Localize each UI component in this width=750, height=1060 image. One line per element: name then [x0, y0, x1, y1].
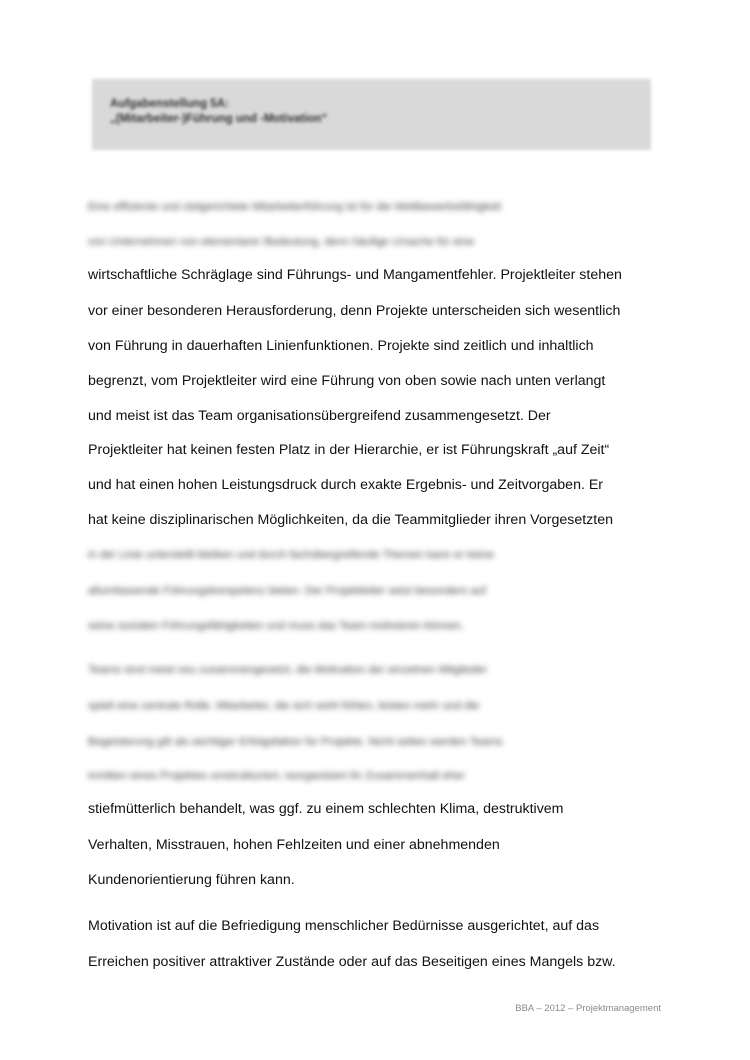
text-line: und hat einen hohen Leistungsdruck durch exakte Ergebnis- und Zeitvorgaben. Er	[88, 477, 604, 493]
text-line: Motivation ist auf die Befriedigung menschlicher Bedürnisse ausgerichtet, auf das	[88, 918, 600, 934]
text-line: von Führung in dauerhaften Linienfunktionen. Projekte sind zeitlich und inhaltlich	[88, 338, 594, 354]
text-line: Eine effiziente und zielgerichtete Mitarbeiterführung ist für die Wettbewerbsfähigkeit	[88, 201, 502, 213]
text-line: hat keine disziplinarischen Möglichkeiten, da die Teammitglieder ihren Vorgesetzten	[88, 512, 613, 528]
text-line: und meist ist das Team organisationsübergreifend zusammengesetzt. Der	[88, 408, 551, 424]
assignment-heading-box	[92, 79, 651, 150]
heading-line-1: Aufgabenstellung 5A:	[110, 98, 229, 110]
text-line: Teams sind meist neu zusammengesetzt, die Motivation der einzelnen Mitglieder	[88, 664, 488, 676]
text-line: begrenzt, vom Projektleiter wird eine Führung von oben sowie nach unten verlangt	[88, 373, 606, 389]
text-line: Projektleiter hat keinen festen Platz in der Hierarchie, er ist Führungskraft „auf Zeit“	[88, 442, 610, 458]
page-footer: BBA – 2012 – Projektmanagement	[515, 1003, 661, 1014]
text-line: stiefmütterlich behandelt, was ggf. zu einem schlechten Klima, destruktivem	[88, 801, 564, 817]
text-line: seine sozialen Führungsfähigkeiten und muss das Team motivieren können.	[88, 620, 465, 632]
assignment-heading	[110, 97, 327, 127]
text-line: in der Linie unterstellt bleiben und durch fachübergreifende Themen kann er keine	[88, 549, 494, 561]
text-line: spielt eine zentrale Rolle. Mitarbeiter, die sich wohl fühlen, leisten mehr und die	[88, 700, 480, 712]
text-line: wirtschaftliche Schräglage sind Führungs- und Mangamentfehler. Projektleiter stehen	[88, 267, 622, 283]
text-line: von Unternehmen von elementarer Bedeutung, denn häufige Ursache für eine	[88, 236, 475, 248]
text-line: Erreichen positiver attraktiver Zustände oder auf das Beseitigen eines Mangels bzw.	[88, 954, 616, 970]
text-line: Verhalten, Misstrauen, hohen Fehlzeiten und einer abnehmenden	[88, 837, 500, 853]
heading-line-2: „(Mitarbeiter-)Führung und -Motivation“	[110, 113, 328, 125]
text-line: vor einer besonderen Herausforderung, denn Projekte unterscheiden sich wesentlich	[88, 303, 621, 319]
text-line: Begeisterung gilt als wichtiger Erfolgsfaktor für Projekte. Nicht selten werden Teams	[88, 736, 503, 748]
text-line: inmitten eines Projektes umstrukturiert, reorganisiert ihr Zusammenhalt eher	[88, 770, 465, 782]
text-line: allumfassende Führungskompetenz bieten. Der Projektleiter setzt besonders auf	[88, 585, 486, 597]
text-line: Kundenorientierung führen kann.	[88, 872, 295, 888]
